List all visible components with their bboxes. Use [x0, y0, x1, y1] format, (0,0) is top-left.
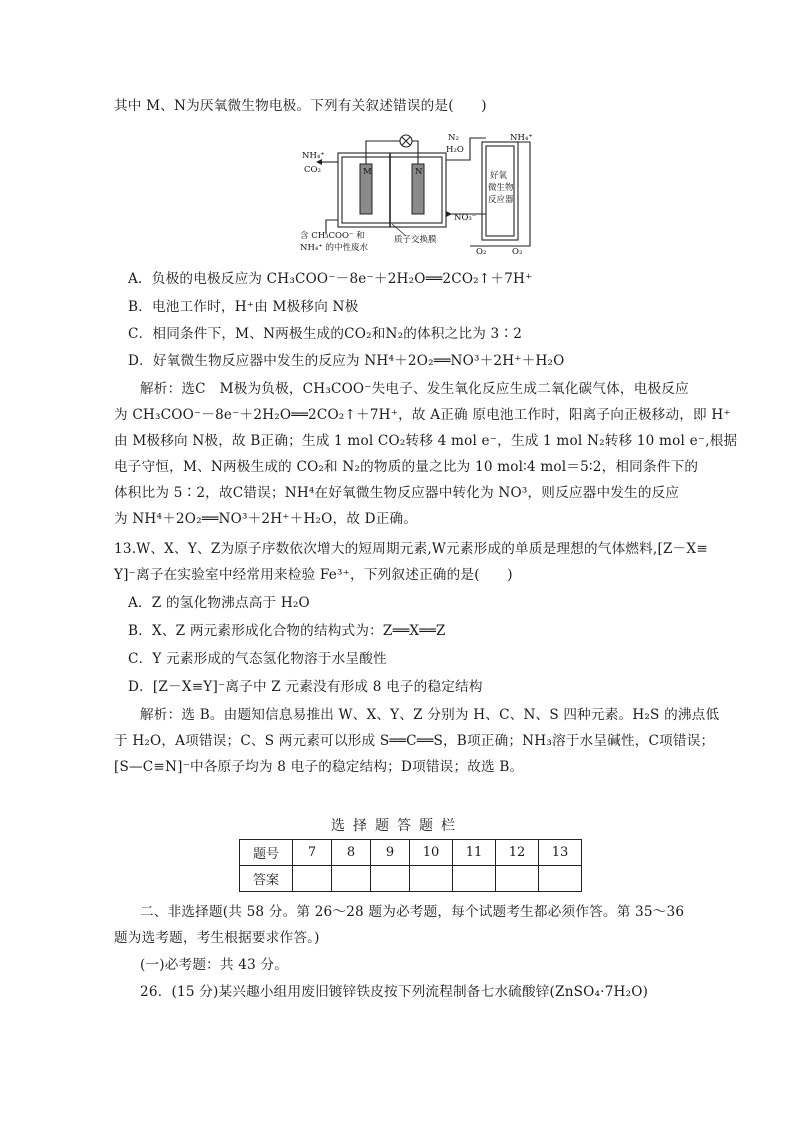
q12-analysis-line: 由 M极移向 N极，故 B正确；生成 1 mol CO₂转移 4 mol e⁻，生成 1 mol N₂转移 10 mol e⁻,根据 — [114, 433, 738, 449]
label-m: M — [363, 167, 372, 177]
answer-table-title: 选择题答题栏 — [331, 818, 463, 834]
answer-cell[interactable] — [453, 866, 496, 892]
q13-option-c: C．Y 元素形成的气态氢化物溶于水呈酸性 — [128, 651, 387, 667]
required-heading: (一)必考题：共 43 分。 — [140, 957, 289, 973]
label-reactor-2: 微生物 — [488, 183, 514, 193]
q12-analysis-line: 体积比为 5∶2，故C错误；NH⁴在好氧微生物反应器中转化为 NO³，则反应器中发生的反应 — [114, 485, 680, 501]
label-o2-right: O₂ — [512, 247, 523, 256]
answer-cell[interactable] — [293, 866, 332, 892]
answer-cell[interactable] — [332, 866, 371, 892]
label-n2: N₂ — [448, 133, 459, 143]
q12-option-a: A．负极的电极反应为 CH₃COO⁻－8e⁻＋2H₂O══2CO₂↑＋7H⁺ — [128, 271, 533, 287]
answer-label: 答案 — [240, 866, 293, 892]
q13-option-a: A．Z 的氢化物沸点高于 H₂O — [128, 595, 310, 611]
section2-heading-line: 题为选考题，考生根据要求作答。) — [114, 930, 320, 946]
q26-stem: 26．(15 分)某兴趣小组用废旧镀锌铁皮按下列流程制备七水硫酸锌(ZnSO₄·7H₂O) — [140, 984, 649, 1000]
label-membrane: 质子交换膜 — [394, 235, 437, 245]
question-number: 8 — [332, 840, 371, 866]
q13-option-b: B．X、Z 两元素形成化合物的结构式为：Z══X══Z — [128, 623, 446, 639]
fuel-cell-diagram — [300, 128, 560, 256]
q13-analysis-line: 于 H₂O，A项错误；C、S 两元素可以形成 S══C══S，B项正确；NH₃溶于水呈碱性，C项错误； — [114, 733, 715, 749]
q12-option-c: C．相同条件下，M、N两极生成的CO₂和N₂的体积之比为 3∶2 — [128, 326, 523, 342]
q12-option-d: D．好氧微生物反应器中发生的反应为 NH⁴＋2O₂══NO³＋2H⁺＋H₂O — [128, 353, 565, 369]
q13-stem-line: Y]⁻离子在实验室中经常用来检验 Fe³⁺，下列叙述正确的是( ) — [114, 567, 513, 583]
question-number: 12 — [496, 840, 539, 866]
q12-option-b: B．电池工作时，H⁺由 M极移向 N极 — [128, 299, 359, 315]
label-no3: NO₃⁻ — [454, 213, 477, 223]
q12-analysis-line: 为 NH⁴＋2O₂══NO³＋2H⁺＋H₂O，故 D正确。 — [114, 511, 418, 527]
q13-stem-line: 13.W、X、Y、Z为原子序数依次增大的短周期元素,W元素形成的单质是理想的气体燃料,[Z－X≡ — [114, 541, 708, 557]
answer-table — [239, 839, 582, 892]
question-number: 7 — [293, 840, 332, 866]
answer-cell[interactable] — [371, 866, 410, 892]
label-nh4-left: NH₄⁺ — [302, 151, 325, 161]
section2-heading-line: 二、非选择题(共 58 分。第 26～28 题为必考题，每个试题考生都必须作答。第 35～36 — [140, 904, 685, 920]
label-o2-left: O₂ — [476, 247, 487, 256]
q13-analysis-line: [S—C≡N]⁻中各原子均为 8 电子的稳定结构；D项错误；故选 B。 — [114, 759, 524, 775]
q13-option-d: D．[Z－X≡Y]⁻离子中 Z 元素没有形成 8 电子的稳定结构 — [128, 679, 483, 695]
label-waste-2: NH₄⁺ 的中性废水 — [300, 243, 368, 253]
q12-analysis-line: 为 CH₃COO⁻－8e⁻＋2H₂O══2CO₂↑＋7H⁺，故 A正确 原电池工作时，阳离子向正极移动，即 H⁺ — [114, 407, 731, 423]
answer-cell[interactable] — [539, 866, 582, 892]
label-h2o: H₂O — [446, 145, 464, 155]
question-intro: 其中 M、N为厌氧微生物电极。下列有关叙述错误的是( ) — [114, 98, 487, 114]
q12-analysis-line: 电子守恒，M、N两极生成的 CO₂和 N₂的物质的量之比为 10 mol∶4 mol＝5∶2，相同条件下的 — [114, 459, 699, 475]
label-reactor-3: 反应器 — [488, 195, 514, 205]
answer-cell[interactable] — [410, 866, 453, 892]
table-row — [240, 866, 582, 892]
label-co2: CO₂ — [304, 165, 321, 175]
q13-analysis-line: 解析：选 B。由题知信息易推出 W、X、Y、Z 分别为 H、C、N、S 四种元素。H₂S 的沸点低 — [140, 707, 720, 723]
question-number: 13 — [539, 840, 582, 866]
label-waste-1: 含 CH₃COO⁻ 和 — [300, 231, 365, 241]
label-reactor-1: 好氧 — [490, 171, 508, 181]
q12-analysis-line: 解析：选C M极为负极，CH₃COO⁻失电子、发生氧化反应生成二氧化碳气体，电极反应 — [140, 381, 689, 397]
label-n: N — [415, 167, 423, 177]
question-number: 10 — [410, 840, 453, 866]
table-header-label: 题号 — [240, 840, 293, 866]
label-nh4-right: NH₄⁺ — [510, 133, 533, 143]
question-number: 11 — [453, 840, 496, 866]
table-row — [240, 840, 582, 866]
cell-outline — [338, 153, 446, 227]
answer-cell[interactable] — [496, 866, 539, 892]
question-number: 9 — [371, 840, 410, 866]
